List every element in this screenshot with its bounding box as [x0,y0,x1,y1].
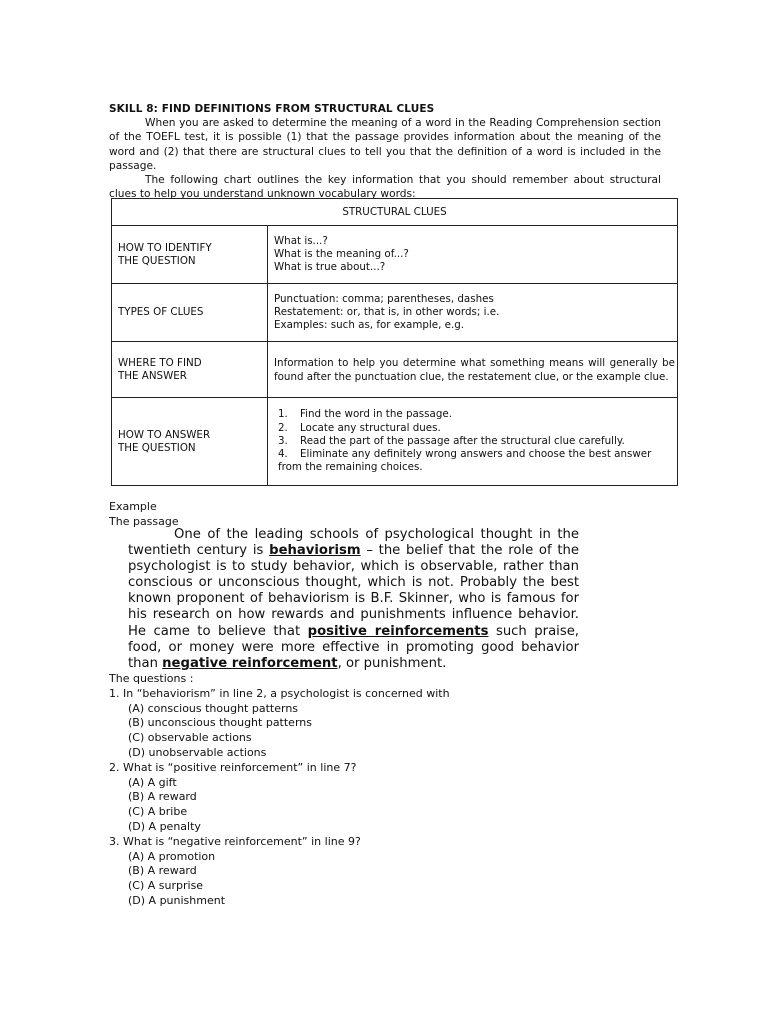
label-line: THE QUESTION [118,254,196,267]
option: (D) unobservable actions [128,745,267,759]
structural-clues-table [111,198,678,486]
question-1: 1. In “behaviorism” in line 2, a psychologist is concerned with [109,686,450,700]
option: (B) A reward [128,790,197,804]
keyword-positive-reinforcements: positive reinforcements [307,623,489,639]
label-line: THE ANSWER [118,369,187,382]
option: (B) unconscious thought patterns [128,716,312,730]
option: (D) A punishment [128,893,226,907]
value-line: Examples: such as, for example, e.g. [274,318,465,331]
intro-text [109,116,661,202]
option: (A) A promotion [128,849,216,863]
passage-label: The passage [109,515,179,528]
passage-text [128,527,579,672]
passage-part: , or punishment. [337,655,447,671]
questions-section [109,672,450,909]
row-label-answer [112,398,268,486]
row-value-identify [268,226,678,284]
label-line: TYPES OF CLUES [118,306,204,318]
intro-paragraph-1: When you are asked to determine the meaning of a word in the Reading Comprehension section of the TOEFL test, it is possible (1) that the passage provides information about the meaning of the word and (2) that there are structural clues to tell you that the definition of a word is included in the passage. [109,117,661,172]
value-text: Information to help you determine what something means will generally be found after the punctuation clue, the restatement clue, or the example clue. [274,356,675,383]
step-item: 2. Locate any structural dues. [278,421,441,434]
label-line: THE QUESTION [118,441,196,454]
example-label: Example [109,500,157,513]
option: (C) A surprise [128,879,204,893]
row-value-answer [268,398,678,486]
answer-steps [274,408,675,474]
step-item: 3. Read the part of the passage after the structural clue carefully. [278,434,625,447]
keyword-negative-reinforcement: negative reinforcement [162,655,338,671]
option: (B) A reward [128,864,197,878]
row-label-identify [112,226,268,284]
option: (A) conscious thought patterns [128,701,299,715]
question-2: 2. What is “positive reinforcement” in line 7? [109,760,357,774]
row-value-where [268,342,678,398]
table-title: STRUCTURAL CLUES [112,199,678,226]
label-line: HOW TO IDENTIFY [118,241,212,254]
step-item: 1. Find the word in the passage. [278,408,452,421]
row-label-types [112,284,268,342]
example-labels [109,499,179,529]
option: (C) observable actions [128,731,252,745]
passage-part: – the belief that the role of the psychologist is to study behavior, which is observable, rather than conscious or unconscious thought, which is not. Probably the best known proponent of behaviorism is B.F. Skinner, who is famous for his research on how rewards and punishments influence behavior. He came to believe that [128,543,580,639]
page-heading: SKILL 8: FIND DEFINITIONS FROM STRUCTURAL CLUES [109,103,435,115]
option: (A) A gift [128,775,177,789]
row-value-types [268,284,678,342]
question-3: 3. What is “negative reinforcement” in line 9? [109,834,361,848]
label-line: WHERE TO FIND [118,356,202,369]
label-line: HOW TO ANSWER [118,428,211,441]
row-label-where [112,342,268,398]
option: (C) A bribe [128,805,188,819]
step-item: 4. Eliminate any definitely wrong answers and choose the best answer from the remaining choices. [278,448,652,474]
value-line: Punctuation: comma; parentheses, dashes [274,293,494,306]
intro-paragraph-2: The following chart outlines the key information that you should remember about structural clues to help you understand unknown vocabulary words: [109,174,661,201]
keyword-behaviorism: behaviorism [269,543,361,559]
questions-label: The questions : [109,672,194,685]
passage-part: such praise, food, or money were more effective in promoting good behavior than [128,623,579,671]
option: (D) A penalty [128,819,201,833]
value-line: What is...? [274,235,328,248]
value-line: What is the meaning of...? [274,248,409,261]
passage-indent [128,527,174,542]
value-line: Restatement: or, that is, in other words; i.e. [274,306,500,319]
value-line: What is true about...? [274,260,386,273]
passage-part: One of the leading schools of psychological thought in the twentieth century is [128,527,579,559]
